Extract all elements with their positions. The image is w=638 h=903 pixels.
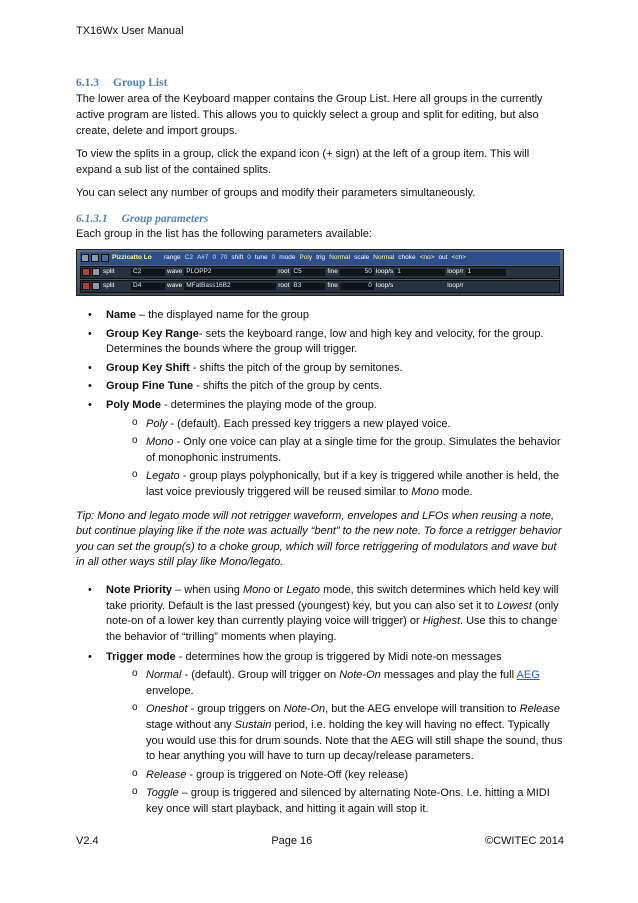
- mode-name: Legato: [146, 470, 180, 483]
- tune-value: 0: [271, 254, 276, 262]
- param-text: - shifts the pitch of the group by cents.: [193, 380, 383, 393]
- mode-text: messages and play the full: [380, 669, 517, 682]
- subsection-heading: [76, 211, 564, 227]
- mode-em: Note-On: [339, 669, 381, 682]
- loop-s-label: loop/s: [375, 282, 394, 290]
- mode-value: Poly: [299, 254, 313, 262]
- range-hi: A#7: [196, 254, 209, 262]
- loop-s-label: loop/s: [375, 268, 394, 276]
- param-term: Note Priority: [106, 584, 173, 597]
- sub-list-item: [106, 768, 564, 784]
- mode-text: – group is triggered and silenced by alternating Note-Ons. I.e. hitting a MIDI key once will start playback, and hitting it again will stop it.: [146, 787, 550, 815]
- shift-label: shift: [231, 254, 244, 262]
- footer-version: V2.4: [76, 835, 99, 847]
- mode-em: Release: [519, 703, 560, 716]
- running-header: TX16Wx User Manual: [76, 25, 184, 37]
- param-text: or: [270, 584, 287, 597]
- split-mute-icon: [82, 268, 90, 276]
- mode-em: Note-On: [283, 703, 326, 716]
- scale-label: scale: [354, 254, 370, 262]
- split-loop-r: 1: [466, 269, 506, 276]
- split-solo-icon: [92, 268, 100, 276]
- list-item: [76, 398, 564, 501]
- subsection-title: Group parameters: [121, 212, 209, 225]
- footer-page-number: Page 16: [271, 835, 313, 847]
- subsection-intro: Each group in the list has the following parameters available:: [76, 228, 372, 241]
- collapse-icon: [81, 254, 89, 262]
- param-em: Lowest: [496, 599, 532, 612]
- mode-text: - group is triggered on Note-Off (key release): [186, 768, 409, 781]
- sub-list-item: [106, 417, 564, 433]
- mode-name: Release: [146, 768, 187, 781]
- subsection-number: 6.1.3.1: [76, 212, 108, 225]
- tune-label: tune: [254, 254, 268, 262]
- param-text: mode, this switch determines which held key will take priority. Default is the last pressed (youngest) key, but you can also set it to: [106, 584, 559, 612]
- sub-list-item: [106, 435, 564, 466]
- list-item: [76, 379, 564, 395]
- param-term: Group Key Range: [106, 327, 199, 340]
- split-row: [80, 266, 560, 279]
- param-em: Legato: [286, 584, 321, 597]
- vel-hi: 70: [220, 254, 228, 262]
- section-title: Group List: [113, 77, 168, 89]
- trig-label: trig: [316, 254, 326, 262]
- loop-r-label: loop/r: [447, 282, 464, 290]
- loop-r-label: loop/r: [447, 268, 464, 276]
- list-item: [76, 583, 564, 645]
- split-mute-icon: [82, 282, 90, 290]
- root-label: root: [278, 268, 290, 276]
- mode-text: - group triggers on: [187, 703, 284, 716]
- split-fine: 50: [340, 269, 374, 276]
- intro-paragraph-2: To view the splits in a group, click the expand icon (+ sign) at the left of a group item. This will expand a sub list of the contained splits.: [76, 148, 530, 176]
- root-label: root: [278, 282, 290, 290]
- intro-paragraph-3: You can select any number of groups and modify their parameters simultaneously.: [76, 187, 476, 200]
- list-item: [76, 327, 564, 358]
- shift-value: 0: [247, 254, 251, 262]
- param-term: Name: [106, 308, 136, 321]
- split-key: C2: [131, 269, 165, 276]
- fine-label: fine: [327, 268, 338, 276]
- fine-label: fine: [327, 282, 338, 290]
- param-text: - determines how the group is triggered by Midi note-on messages: [175, 650, 502, 663]
- mode-ref: Mono: [411, 486, 439, 499]
- sub-list-item: [106, 469, 564, 500]
- vel-lo: 0: [212, 254, 217, 262]
- mode-text: , but the AEG envelope will transition to: [325, 703, 520, 716]
- mode-text: - (default). Each pressed key triggers a new played voice.: [167, 417, 451, 430]
- param-text: – when using: [172, 584, 243, 597]
- trig-value: Normal: [329, 254, 351, 262]
- wave-label: wave: [167, 268, 183, 276]
- choke-label: choke: [398, 254, 416, 262]
- split-loop-s: 1: [395, 269, 445, 276]
- list-item: [76, 361, 564, 377]
- aeg-link[interactable]: AEG: [516, 669, 540, 682]
- mode-em: Sustain: [234, 718, 272, 731]
- choke-value: <no>: [419, 254, 435, 262]
- page-footer: [76, 834, 564, 850]
- mode-text: stage without any: [146, 718, 235, 731]
- section-heading: [76, 75, 564, 91]
- split-row: [80, 280, 560, 293]
- param-term: Group Fine Tune: [106, 380, 194, 393]
- split-solo-icon: [92, 282, 100, 290]
- param-term: Trigger mode: [106, 650, 176, 663]
- mode-text: - (default). Group will trigger on: [181, 669, 340, 682]
- range-lo: C2: [184, 254, 193, 262]
- mode-name: Toggle: [146, 787, 179, 800]
- param-text: - sets the keyboard range, low and high key and velocity, for the group. Determines the bounds where the group will trigger.: [106, 327, 544, 356]
- split-label: split: [103, 282, 115, 290]
- mode-text: - group plays polyphonically, but if a key is triggered while another is held, the last voice previously triggered will be reused similar to: [146, 470, 560, 499]
- solo-icon: [101, 254, 109, 262]
- mode-name: Mono: [146, 436, 174, 449]
- priority-trigger-list: [76, 583, 564, 818]
- sub-list-item: [106, 702, 564, 764]
- param-text: - determines the playing mode of the group.: [161, 398, 377, 411]
- param-text: - shifts the pitch of the group by semitones.: [189, 361, 403, 374]
- list-item: [76, 650, 564, 818]
- out-value: <ch>: [451, 254, 466, 262]
- out-label: out: [438, 254, 448, 262]
- trigger-mode-list: [106, 668, 564, 817]
- group-list-screenshot: [76, 249, 564, 296]
- param-em: Highest: [422, 615, 460, 628]
- mode-label: mode: [279, 254, 296, 262]
- split-label: split: [103, 268, 115, 276]
- sub-list-item: [106, 668, 564, 699]
- scale-value: Normal: [373, 254, 395, 262]
- footer-copyright: ©CWITEC 2014: [484, 835, 564, 847]
- mode-text: mode.: [438, 486, 473, 499]
- mute-icon: [91, 254, 99, 262]
- list-item: [76, 308, 564, 324]
- page-content: [76, 75, 564, 826]
- split-root: C5: [291, 269, 325, 276]
- split-fine: 0: [340, 283, 374, 290]
- section-number: 6.1.3: [76, 77, 99, 89]
- mode-text: envelope.: [146, 684, 194, 697]
- mode-name: Poly: [146, 417, 168, 430]
- group-row: [80, 252, 560, 265]
- mode-text: - Only one voice can play at a single time for the group. Simulates the behavior of monophonic instruments.: [146, 436, 561, 464]
- range-label: range: [164, 254, 181, 262]
- param-text: – the displayed name for the group: [135, 308, 310, 321]
- intro-paragraph-1: The lower area of the Keyboard mapper contains the Group List. Here all groups in the currently active program are listed. This allows you to quickly select a group and split for editing, but also create, delete and import groups.: [76, 93, 543, 137]
- tip-paragraph: Tip: Mono and legato mode will not retrigger waveform, envelopes and LFOs when reusing a note, but continue playing like if the note was actually “bent” to the new note. To force a retrigger behavior you can set the group(s) to a choke group, which will force retriggering of modulators and wave but in all other ways still play like Mono/legato.: [76, 509, 562, 569]
- split-wave: MFatBass16B2: [184, 283, 276, 290]
- sub-list-item: [106, 786, 564, 817]
- param-text: (only note-on of a lower key than currently playing voice will trigger) or: [106, 599, 559, 628]
- mode-name: Oneshot: [146, 703, 188, 716]
- parameter-list: [76, 308, 564, 501]
- mode-text: period, i.e. holding the key will having no effect. Typically you would use this for drum sounds. Note that the AEG will still shape the sound, thus to hear anything you will have to turn up decay/release parameters.: [146, 718, 563, 763]
- split-root: B3: [291, 283, 325, 290]
- param-term: Group Key Shift: [106, 361, 190, 374]
- param-term: Poly Mode: [106, 398, 162, 411]
- mode-name: Normal: [146, 669, 182, 682]
- split-wave: PLOPP2: [184, 269, 276, 276]
- param-text: . Use this to change the behavior of “trilling” moments when playing.: [106, 615, 558, 643]
- wave-label: wave: [167, 282, 183, 290]
- poly-mode-list: [106, 417, 564, 501]
- group-name: Pizzicatto Lo: [112, 254, 152, 262]
- split-key: D4: [131, 283, 165, 290]
- param-em: Mono: [242, 584, 271, 597]
